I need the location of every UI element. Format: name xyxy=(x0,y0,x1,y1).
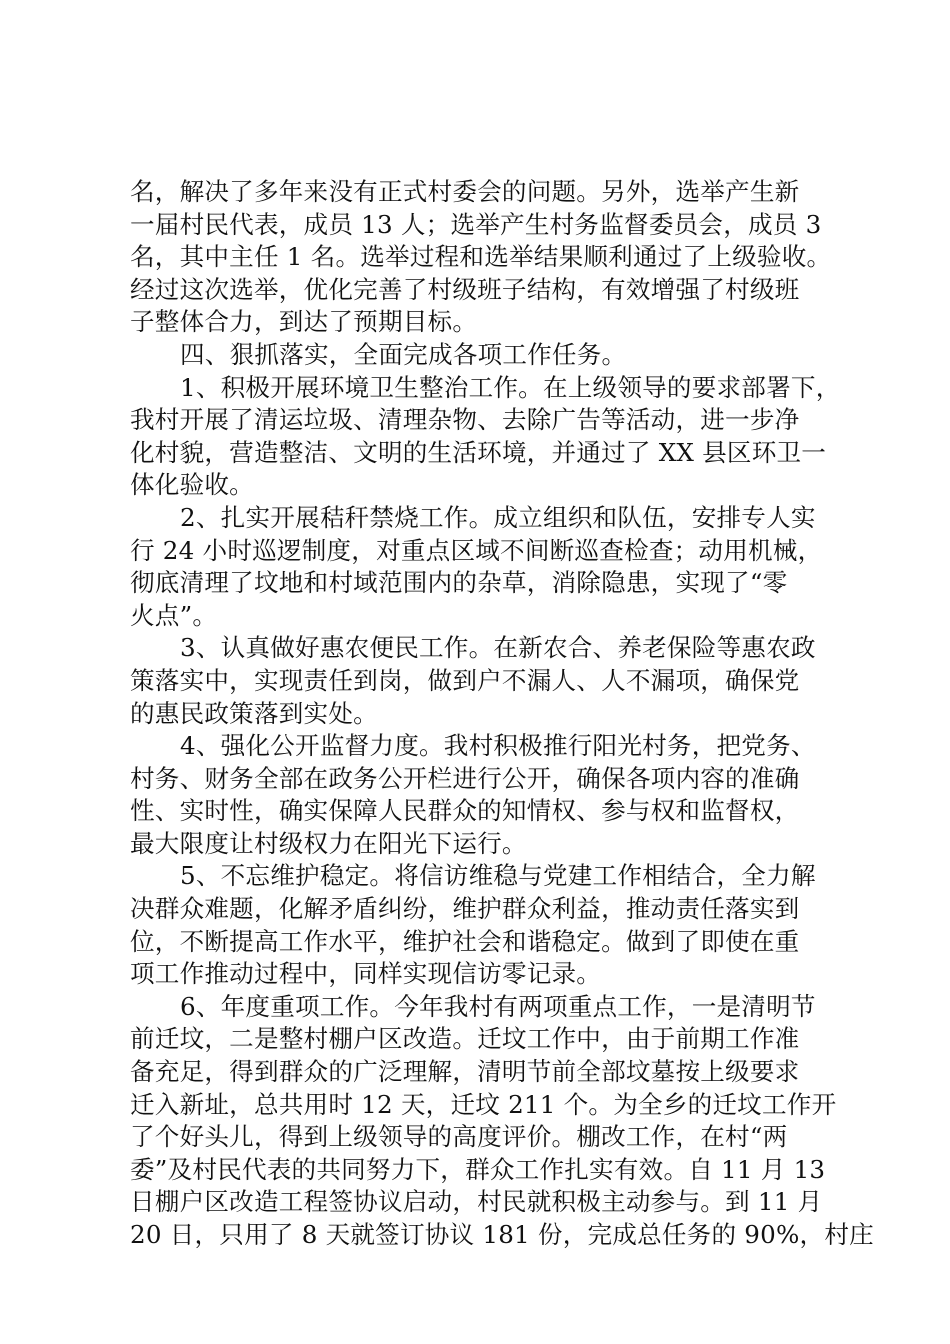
paragraph xyxy=(130,730,830,860)
text-line: 四、狠抓落实，全面完成各项工作任务。 xyxy=(180,339,627,369)
text-line: 前迁坟，二是整村棚户区改造。迁坟工作中，由于前期工作准 xyxy=(130,1024,800,1054)
text-line: 项工作推动过程中，同样实现信访零记录。 xyxy=(130,959,602,989)
paragraph xyxy=(130,860,830,990)
document-body xyxy=(130,176,874,1252)
paragraph xyxy=(130,372,841,502)
paragraph xyxy=(130,339,830,372)
text-line: 子整体合力，到达了预期目标。 xyxy=(130,307,478,337)
text-line: 1、积极开展环境卫生整治工作。在上级领导的要求部署下， xyxy=(180,372,841,402)
text-line: 行 24 小时巡逻制度，对重点区域不间断巡查检查；动用机械， xyxy=(130,535,823,565)
text-line: 备充足，得到群众的广泛理解，清明节前全部坟墓按上级要求 xyxy=(130,1057,800,1087)
text-line: 最大限度让村级权力在阳光下运行。 xyxy=(130,828,527,858)
text-line: 20 日，只用了 8 天就签订协议 181 份，完成总任务的 90%，村庄 xyxy=(130,1220,874,1249)
text-line: 3、认真做好惠农便民工作。在新农合、养老保险等惠农政 xyxy=(180,633,816,663)
text-line: 的惠民政策落到实处。 xyxy=(130,698,378,728)
text-line: 4、强化公开监督力度。我村积极推行阳光村务，把党务、 xyxy=(180,731,816,761)
text-line: 了个好头儿，得到上级领导的高度评价。棚改工作，在村“两 xyxy=(130,1122,788,1152)
text-line: 迁入新址，总共用时 12 天，迁坟 211 个。为全乡的迁坟工作开 xyxy=(130,1089,837,1119)
paragraph xyxy=(130,176,830,339)
paragraph xyxy=(130,502,830,632)
text-line: 化村貌，营造整洁、文明的生活环境，并通过了 XX 县区环卫一 xyxy=(130,437,827,467)
text-line: 日棚户区改造工程签协议启动，村民就积极主动参与。到 11 月 xyxy=(130,1187,823,1217)
text-line: 策落实中，实现责任到岗，做到户不漏人、人不漏项，确保党 xyxy=(130,665,800,695)
text-line: 体化验收。 xyxy=(130,470,254,500)
text-line: 6、年度重项工作。今年我村有两项重点工作，一是清明节 xyxy=(180,991,816,1021)
text-line: 性、实时性，确实保障人民群众的知情权、参与权和监督权， xyxy=(130,796,800,826)
text-line: 一届村民代表，成员 13 人；选举产生村务监督委员会，成员 3 xyxy=(130,209,822,239)
paragraph xyxy=(130,991,874,1252)
text-line: 委”及村民代表的共同努力下，群众工作扎实有效。自 11 月 13 xyxy=(130,1154,826,1184)
text-line: 5、不忘维护稳定。将信访维稳与党建工作相结合，全力解 xyxy=(180,861,816,891)
text-line: 决群众难题，化解矛盾纠纷，维护群众利益，推动责任落实到 xyxy=(130,894,800,924)
text-line: 彻底清理了坟地和村域范围内的杂草，消除隐患，实现了“零 xyxy=(130,568,788,598)
text-line: 经过这次选举，优化完善了村级班子结构，有效增强了村级班 xyxy=(130,274,800,304)
text-line: 火点”。 xyxy=(130,600,218,630)
text-line: 2、扎实开展秸秆禁烧工作。成立组织和队伍，安排专人实 xyxy=(180,502,816,532)
text-line: 名，解决了多年来没有正式村委会的问题。另外，选举产生新 xyxy=(130,177,800,206)
paragraph xyxy=(130,632,830,730)
text-line: 名，其中主任 1 名。选举过程和选举结果顺利通过了上级验收。 xyxy=(130,242,832,272)
text-line: 位，不断提高工作水平，维护社会和谐稳定。做到了即使在重 xyxy=(130,926,800,956)
text-line: 村务、财务全部在政务公开栏进行公开，确保各项内容的准确 xyxy=(130,763,800,793)
text-line: 我村开展了清运垃圾、清理杂物、去除广告等活动，进一步净 xyxy=(130,405,800,435)
